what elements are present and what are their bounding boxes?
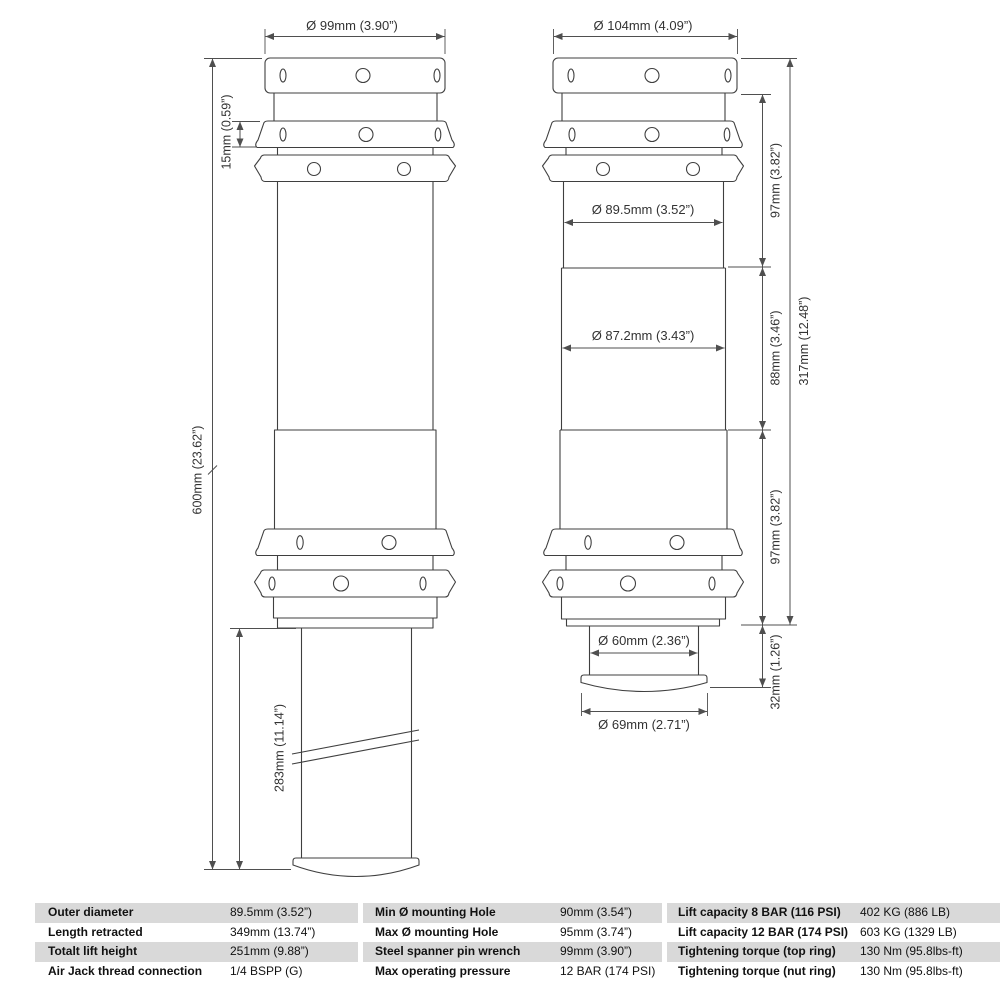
left-lower-ring [256, 529, 455, 556]
left-cylinder-lower [275, 430, 437, 529]
dim-piston-diameter: Ø 60mm (2.36”) [598, 633, 690, 648]
spec-value: 251mm (9.88”) [230, 944, 309, 958]
spec-row [363, 923, 662, 943]
left-cylinder-upper [278, 182, 434, 431]
plate-hole [280, 69, 286, 82]
left-spanner-ring [255, 155, 456, 182]
spec-value: 99mm (3.90”) [560, 944, 633, 958]
spec-row [363, 942, 662, 962]
spec-label: Tightening torque (top ring) [678, 944, 836, 958]
spec-row [363, 903, 662, 923]
left-bottom-step [274, 597, 438, 618]
dim-right-top-diameter: Ø 104mm (4.09”) [593, 18, 693, 33]
left-top-plate [265, 58, 445, 93]
spec-value: 1/4 BSPP (G) [230, 963, 303, 978]
spec-row [35, 942, 358, 962]
spec-row [35, 903, 358, 923]
right-cylinder-lower [560, 430, 727, 529]
spec-row [667, 962, 1000, 982]
spec-row [667, 923, 1000, 943]
left-base-pad [293, 858, 419, 877]
right-cylinder-middle [562, 268, 726, 430]
spec-label: Min Ø mounting Hole [375, 905, 496, 919]
spec-label: Totalt lift height [48, 944, 138, 958]
dim-left-top-diameter: Ø 99mm (3.90”) [306, 18, 398, 33]
plate-hole [434, 69, 440, 82]
spec-value: 12 BAR (174 PSI) [560, 963, 656, 978]
spec-value: 95mm (3.74”) [560, 924, 633, 939]
dim-total-height: 600mm (23.62”) [190, 425, 205, 515]
left-bottom-step2 [278, 618, 434, 628]
spec-label: Outer diameter [48, 905, 134, 919]
break-lines [292, 730, 419, 764]
dim-body-length: 317mm (12.48”) [797, 296, 811, 386]
spec-value: 89.5mm (3.52”) [230, 905, 313, 919]
dim-lower-section-height: 97mm (3.82”) [768, 489, 783, 565]
right-bottom-step2 [567, 619, 720, 626]
spec-value: 130 Nm (95.8lbs-ft) [860, 963, 963, 978]
right-bottom-step [562, 597, 726, 619]
dim-lower-body-diameter: Ø 87.2mm (3.43”) [591, 328, 695, 343]
right-spanner-ring [543, 155, 744, 182]
dim-top-ring-height: 15mm (0.59”) [219, 94, 234, 170]
right-lower-ring [544, 529, 743, 556]
spec-row [667, 942, 1000, 962]
spec-label: Lift capacity 8 BAR (116 PSI) [678, 905, 841, 919]
specification-table [0, 903, 1000, 981]
spec-label: Max Ø mounting Hole [375, 924, 499, 939]
dim-middle-section-height: 88mm (3.46”) [768, 310, 783, 386]
right-foot-pad [581, 675, 707, 692]
dim-piston-extension: 283mm (11.14”) [272, 704, 287, 792]
spec-column-capacity [667, 903, 1000, 981]
dim-upper-body-diameter: Ø 89.5mm (3.52”) [591, 202, 695, 217]
left-piston-rod [302, 628, 412, 858]
dim-foot-diameter: Ø 69mm (2.71”) [598, 717, 690, 732]
spec-value: 603 KG (1329 LB) [860, 924, 957, 939]
spec-label: Length retracted [48, 924, 143, 939]
plate-hole [356, 69, 370, 83]
dim-foot-height: 32mm (1.26”) [768, 634, 783, 710]
spec-column-mounting [363, 903, 662, 981]
spec-value: 402 KG (886 LB) [860, 905, 951, 919]
right-cylinder-upper [564, 182, 724, 269]
spec-label: Air Jack thread connection [48, 963, 203, 978]
right-jack-drawing [543, 58, 744, 692]
spec-row [667, 903, 1000, 923]
spec-value: 130 Nm (95.8lbs-ft) [860, 944, 963, 958]
spec-value: 349mm (13.74”) [230, 924, 316, 939]
spec-column-dimensions [35, 903, 358, 981]
spec-row [35, 962, 358, 982]
spec-label: Tightening torque (nut ring) [678, 963, 836, 978]
spec-row [363, 962, 662, 982]
spec-label: Max operating pressure [375, 963, 511, 978]
dim-upper-section-height: 97mm (3.82”) [768, 142, 783, 219]
spec-row [35, 923, 358, 943]
spec-label: Steel spanner pin wrench [375, 944, 521, 958]
spec-label: Lift capacity 12 BAR (174 PSI) [678, 924, 849, 939]
spec-value: 90mm (3.54”) [560, 905, 633, 919]
